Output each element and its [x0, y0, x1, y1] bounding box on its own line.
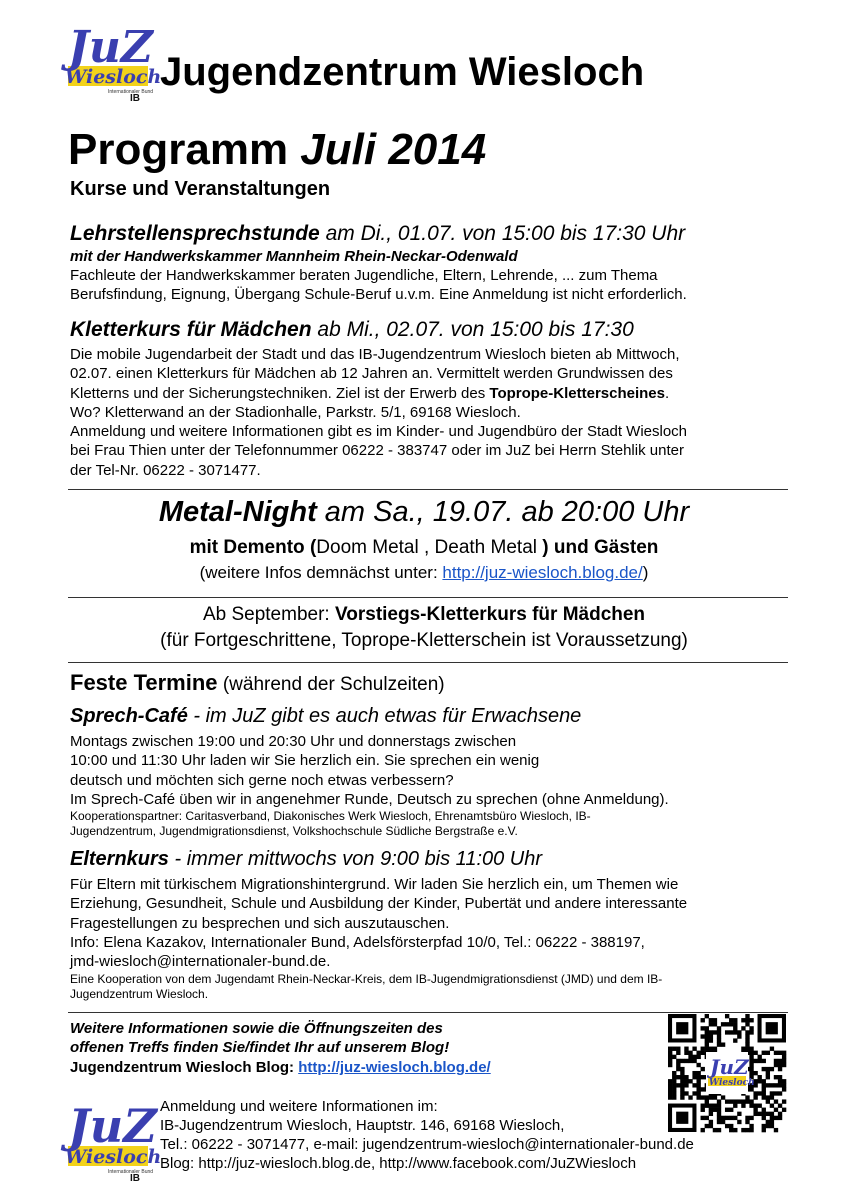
logo-org: Internationaler Bund — [108, 89, 154, 95]
logo-letters: JuZ — [68, 1099, 157, 1153]
body-line: Anmeldung und weitere Informationen gibt es im Kinder- und Jugendbüro der Stadt Wiesloch — [70, 423, 688, 441]
september-pre: Ab September: — [202, 604, 335, 625]
body-line: Berufsfindung, Eignung, Übergang Schule-Beruf u.v.m. Eine Anmeldung ist nicht erforderlich. — [70, 286, 687, 303]
lehrstellen-when: am Di., 01.07. von 15:00 bis 17:30 Uhr — [319, 222, 686, 245]
footer-blog-link[interactable]: http://juz-wiesloch.blog.de/ — [298, 1059, 491, 1076]
metal-info — [0, 563, 848, 583]
lehrstellen-with: mit der Handwerkskammer Mannheim Rhein-Neckar-Odenwald — [70, 248, 518, 265]
footer-info — [70, 1019, 449, 1057]
body-line: Die mobile Jugendarbeit der Stadt und das IB-Jugendzentrum Wiesloch bieten ab Mittwoch, — [70, 346, 680, 363]
body-line: der Tel-Nr. 06222 - 3071477. — [70, 461, 261, 479]
logo-org: Internationaler Bund — [108, 1169, 154, 1175]
metal-genres: Doom Metal , Death Metal — [316, 537, 543, 558]
metal-title: Metal-Night — [158, 496, 317, 528]
qr-logo — [706, 1052, 755, 1094]
september-sub: (für Fortgeschrittene, Toprope-Kletterschein ist Voraussetzung) — [160, 630, 688, 651]
kletterkurs-body — [70, 345, 687, 480]
contact-line: Anmeldung und weitere Informationen im: — [160, 1098, 438, 1115]
metal-info-post: ) — [642, 563, 649, 582]
metal-blog-link[interactable]: http://juz-wiesloch.blog.de/ — [442, 563, 643, 582]
divider — [68, 1012, 788, 1013]
program-month: Juli 2014 — [300, 125, 487, 174]
juz-logo-top — [62, 14, 162, 104]
body-text: Kletterns und der Sicherungstechniken. Ziel ist der Erwerb des — [70, 384, 490, 402]
metal-info-pre: (weitere Infos demnächst unter: — [199, 563, 443, 582]
elternkurs-when: - immer mittwochs von 9:00 bis 11:00 Uhr — [168, 848, 543, 870]
metal-heading — [0, 496, 848, 529]
footer-blog-label: Jugendzentrum Wiesloch Blog: — [70, 1059, 299, 1076]
body-line: 02.07. einen Kletterkurs für Mädchen ab 12 Jahren an. Vermittelt werden Grundwissen des — [70, 365, 673, 383]
elternkurs-title: Elternkurs — [70, 848, 169, 870]
divider — [68, 597, 788, 598]
feste-title: Feste Termine — [70, 670, 218, 695]
elternkurs-body — [70, 875, 687, 971]
body-line: Fragestellungen zu besprechen und sich auszutauschen. — [70, 914, 450, 932]
september-heading — [0, 604, 848, 626]
body-line: deutsch und möchten sich gerne noch etwas verbessern? — [70, 771, 454, 789]
elternkurs-coop — [70, 972, 662, 1002]
coop-line: Eine Kooperation von dem Jugendamt Rhein-Neckar-Kreis, dem IB-Jugendmigrationsdienst (JMD) und dem IB- — [70, 972, 663, 986]
program-heading — [68, 125, 486, 175]
footer-contact — [160, 1097, 694, 1173]
body-line: bei Frau Thien unter der Telefonnummer 06222 - 383747 oder im JuZ bei Herrn Stehlik unter — [70, 442, 684, 460]
contact-line: Blog: http://juz-wiesloch.blog.de, http://www.facebook.com/JuZWiesloch — [160, 1155, 637, 1172]
body-line: Fachleute der Handwerkskammer beraten Jugendliche, Eltern, Lehrende, ... zum Thema — [70, 267, 658, 284]
body-line: Montags zwischen 19:00 und 20:30 Uhr und donnerstags zwischen — [70, 733, 517, 750]
kletterkurs-title: Kletterkurs für Mädchen — [70, 318, 312, 341]
partners-line: Jugendzentrum, Jugendmigrationsdienst, Volkshochschule Südliche Bergstraße e.V. — [70, 824, 518, 838]
footer-blog — [70, 1059, 491, 1076]
sprechcafe-body — [70, 732, 669, 809]
kletterkurs-when: ab Mi., 02.07. von 15:00 bis 17:30 — [311, 318, 634, 341]
body-line — [70, 384, 687, 403]
page-title: Jugendzentrum Wiesloch — [160, 50, 645, 94]
coop-line: Jugendzentrum Wiesloch. — [70, 987, 209, 1001]
divider — [68, 489, 788, 490]
lehrstellen-heading — [70, 222, 685, 246]
metal-when: am Sa., 19.07. ab 20:00 Uhr — [316, 496, 690, 528]
elternkurs-heading — [70, 848, 542, 871]
feste-heading — [70, 670, 445, 696]
qr-logo-label: Wiesloch — [709, 1078, 755, 1088]
contact-line: Tel.: 06222 - 3071477, e-mail: jugendzentrum-wiesloch@internationaler-bund.de — [160, 1136, 694, 1153]
body-text: . — [664, 384, 670, 402]
body-line: Wo? Kletterwand an der Stadionhalle, Parkstr. 5/1, 69168 Wiesloch. — [70, 403, 521, 421]
sprechcafe-title: Sprech-Café — [70, 705, 188, 727]
september-course: Vorstiegs-Kletterkurs für Mädchen — [334, 604, 646, 625]
lehrstellen-body — [70, 266, 687, 304]
body-line: Erziehung, Gesundheit, Schule und Ausbildung der Kinder, Pubertät und andere interessante — [70, 895, 688, 913]
body-line: 10:00 und 11:30 Uhr laden wir Sie herzlich ein. Sie sprechen ein wenig — [70, 752, 540, 770]
metal-with-pre: mit Demento ( — [189, 537, 317, 558]
metal-with-post: ) und Gästen — [542, 537, 659, 558]
contact-line: IB-Jugendzentrum Wiesloch, Hauptstr. 146, 69168 Wiesloch, — [160, 1117, 565, 1134]
body-line: jmd-wiesloch@internationaler-bund.de. — [70, 953, 331, 971]
kletterkurs-heading — [70, 318, 634, 342]
feste-note: (während der Schulzeiten) — [217, 674, 445, 695]
partners-line: Kooperationspartner: Caritasverband, Diakonisches Werk Wiesloch, Ehrenamtsbüro Wiesloch, IB- — [70, 809, 591, 823]
body-line: Info: Elena Kazakov, Internationaler Bund, Adelsförsterpfad 10/0, Tel.: 06222 - 388197, — [70, 933, 645, 951]
logo-ib: IB — [130, 1173, 140, 1184]
logo-letters: JuZ — [68, 22, 153, 73]
logo-name: Wiesloch — [65, 1146, 162, 1168]
lehrstellen-title: Lehrstellensprechstunde — [70, 222, 320, 245]
sprechcafe-partners — [70, 809, 591, 839]
juz-logo-bottom — [62, 1090, 162, 1184]
metal-with — [0, 537, 848, 559]
footer-info-line: Weitere Informationen sowie die Öffnungszeiten des — [70, 1020, 443, 1037]
body-line: Für Eltern mit türkischem Migrationshintergrund. Wir laden Sie herzlich ein, um Themen wie — [70, 876, 679, 893]
toprope-bold: Toprope-Kletterscheines — [489, 384, 665, 402]
logo-name: Wiesloch — [65, 66, 162, 88]
logo-ib: IB — [130, 93, 140, 104]
divider — [68, 662, 788, 663]
sprechcafe-tagline: - im JuZ gibt es auch etwas für Erwachsene — [187, 705, 582, 727]
subtitle: Kurse und Veranstaltungen — [70, 178, 331, 200]
program-prefix: Programm — [68, 125, 301, 174]
footer-info-line: offenen Treffs finden Sie/findet Ihr auf unserem Blog! — [70, 1039, 450, 1056]
svg-text:JuZ: JuZ — [710, 1055, 749, 1079]
body-line: Im Sprech-Café üben wir in angenehmer Runde, Deutsch zu sprechen (ohne Anmeldung). — [70, 790, 669, 808]
sprechcafe-heading — [70, 705, 581, 728]
